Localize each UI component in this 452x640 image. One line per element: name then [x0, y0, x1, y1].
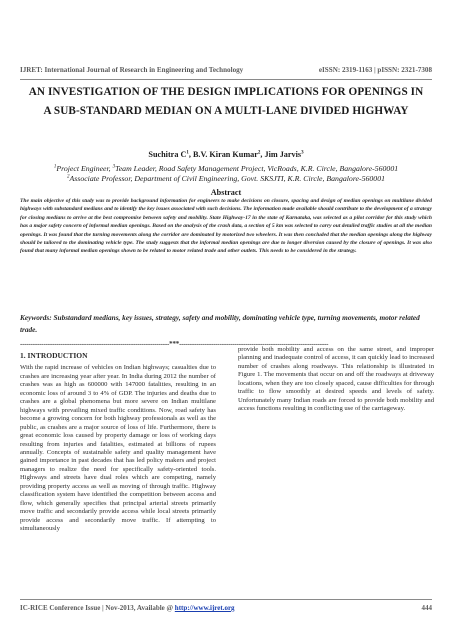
section-heading: 1. INTRODUCTION [20, 351, 88, 360]
abstract-body: The main objective of this study was to provide background information for engineers to make decisions on closure, spacing and design of median openings on multilane divided highways with substandard medians and to identify the key issues associated with such decisions. The information made available should contribute to the development of a strategy for closing medians to arrive at the best compromise between safety and mobility. State Highway-17 in the state of Karnataka, was selected as a pilot corridor for this study which has a major safety concern of informal median openings. Based on the analysis of the crash data, a section of 5 km was selected to carry out detailed traffic studies at all the median openings. It was found that the turning movements along the corridor are dominated by motorized two wheelers. It was then concluded that the median openings along the highway should be tailored to the dominating vehicle type. The study suggests that the informal median openings are due to longer diversion caused by the closure of openings. It was also found that many informal median openings shown to be related to motor related trade and other outlets. This needs to be considered in the strategy. [20, 198, 432, 255]
header-rule [20, 79, 432, 80]
page-number: 444 [421, 604, 432, 612]
author-3: Jim Jarvis [264, 150, 302, 159]
section-separator: ----------------------------------------------------------------------***---------------------------------------------------------------------- [20, 340, 329, 348]
keywords [20, 312, 432, 336]
affiliation-sup: 3 [112, 164, 116, 170]
footer-text: IC-RICE Conference Issue | Nov-2013, Available @ [20, 604, 175, 612]
affiliation-role: Project Engineer, [56, 164, 113, 173]
author-3-sup: 3 [301, 150, 304, 156]
author-2-sup: 2 [257, 150, 261, 156]
journal-name: IJRET: International Journal of Research in Engineering and Technology [20, 66, 244, 74]
footer-rule [20, 599, 432, 600]
right-column [238, 346, 434, 414]
author-1: Suchitra C [148, 150, 187, 159]
introduction-paragraph-continued: provide both mobility and access on the same street, and improper planning and inadequate control of access, it can quickly lead to increased number of crashes along roadways. This relationship is illustrated in Figure 1. The movements that occur on and off the roadways at driveway locations, when they are too closely spaced, cause difficulties for through traffic to flow smoothly at desired speeds and levels of safety. Unfortunately many Indian roads are forced to provide both mobility and access functions resulting in conflicting use of the carriageway. [238, 346, 434, 413]
keywords-label: Keywords: [20, 313, 52, 322]
keywords-text: Substandard medians, key issues, strategy, safety and mobility, dominating vehicle type, turning movements, motor related trade. [20, 313, 420, 334]
page-footer [20, 604, 432, 612]
affiliation-sup: 2 [66, 174, 70, 180]
journal-link[interactable]: http://www.ijret.org [174, 604, 235, 612]
paper-title: AN INVESTIGATION OF THE DESIGN IMPLICATIONS FOR OPENINGS IN A SUB-STANDARD MEDIAN ON A MULTI-LANE DIVIDED HIGHWAY [28, 86, 424, 117]
issn: eISSN: 2319-1163 | pISSN: 2321-7308 [318, 66, 432, 74]
affiliation-sup: 1 [53, 164, 57, 170]
author-1-sup: 1 [186, 150, 189, 156]
introduction-paragraph: With the rapid increase of vehicles on Indian highways; casualties due to crashes are increasing year after year. In India during 2012 the number of crashes was as high as 600000 with 147000 fatalities, resulting in an economic loss of around 3 to 4% of GDP. The injuries and deaths due to crashes are a global phenomena but more severe on Indian multilane highways with prevailing mixed traffic conditions. Now, road safety has become a growing concern for both highway professionals as well as the public, as crashes are a major source of loss of life. Furthermore, there is great economic loss caused by property damage or loss of working days resulting from injuries and fatalities, estimated at billions of rupees annually. Concepts of sustainable safety and quality management have gained importance in past decades that has led policy makers and project managers to realize the need for specifically safety-oriented tools. Highways and streets have dual roles which are competing, namely providing property access as well as moving of through traffic. Highway classification system have identified the competition between access and flow, which generally specifies that principal arterial streets primarily move traffic and secondarily provide access while local streets primarily provide access and secondarily move traffic. If attempting to simultaneously [20, 364, 216, 533]
running-header [20, 66, 432, 74]
author-list: Suchitra $C^1$, B.V. Kiran Kumar$^2$, Jim Jarvis$^3$ [148, 150, 304, 159]
author-2: B.V. Kiran Kumar [192, 150, 258, 159]
affiliation-text: Associate Professor, Department of Civil Engineering, Govt. SKSJTI, K.R. Circle, Bangalore-560001 [69, 174, 386, 183]
affiliation-line-1 [20, 164, 432, 173]
abstract-heading: Abstract [210, 188, 242, 197]
affiliation-line-2 [20, 174, 432, 183]
left-column [20, 352, 216, 534]
affiliation-text: Team Leader, Road Safety Management Project, VicRoads, K.R. Circle, Bangalore-560001 [115, 164, 399, 173]
footer-citation [20, 604, 235, 612]
